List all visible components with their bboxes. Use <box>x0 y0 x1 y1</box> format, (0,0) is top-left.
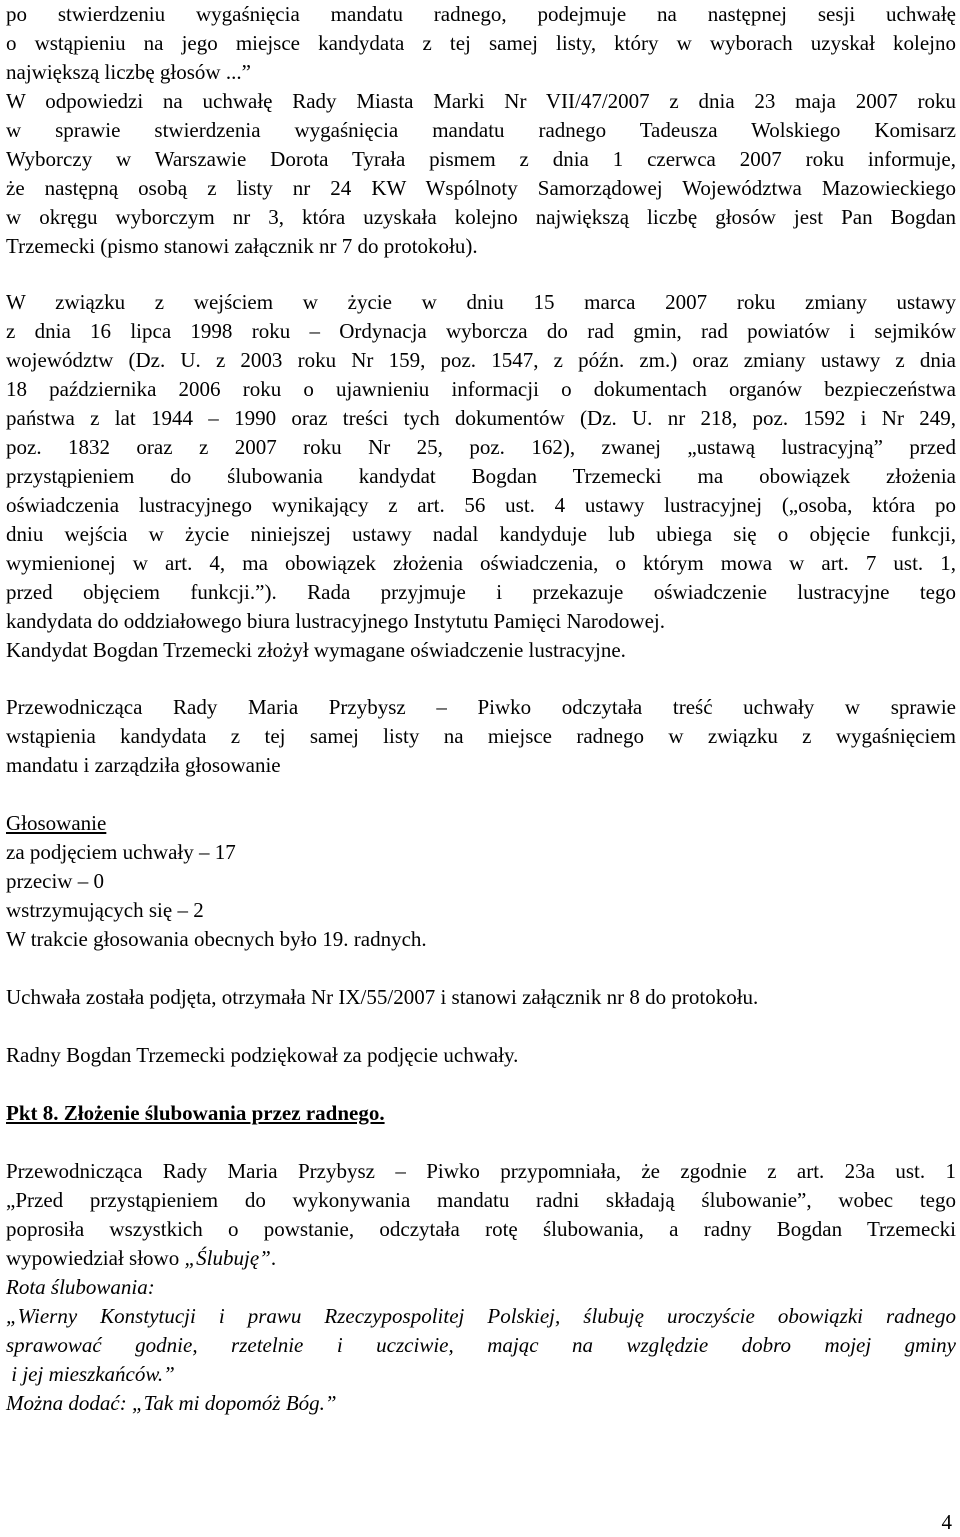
text-line: największą liczbę głosów ...” <box>6 60 251 84</box>
text-line: oświadczenia lustracyjnego wynikający z art. 56 ust. 4 ustawy lustracyjnej („osoba, która po <box>6 493 956 517</box>
text-line: 18 października 2006 roku o ujawnieniu informacji o dokumentach organów bezpieczeństwa <box>6 377 956 401</box>
text-fragment: . <box>270 1246 277 1270</box>
text-line: Przewodnicząca Rady Maria Przybysz – Piwko odczytała treść uchwały w sprawie <box>6 695 956 719</box>
oath-addition: Można dodać: „Tak mi dopomóż Bóg.” <box>6 1391 337 1415</box>
text-line: mandatu i zarządziła głosowanie <box>6 753 281 777</box>
section-heading <box>6 1099 956 1128</box>
oath-intro-paragraph <box>6 1157 956 1273</box>
text-line: o wstąpieniu na jego miejsce kandydata z tej samej listy, który w wyborach uzyskał kolejno <box>6 31 956 55</box>
text-line: wymienionej w art. 4, ma obowiązek złożenia oświadczenia, o którym mowa w art. 7 ust. 1, <box>6 551 956 575</box>
text-line: Przewodnicząca Rady Maria Przybysz – Piwko przypomniała, że zgodnie z art. 23a ust. 1 <box>6 1159 956 1183</box>
text-line: W związku z wejściem w życie w dniu 15 marca 2007 roku zmiany ustawy <box>6 290 956 314</box>
paragraph-chair-reading <box>6 693 956 780</box>
voting-section <box>6 809 956 954</box>
text-line: wstąpienia kandydata z tej samej listy na miejsce radnego w związku z wygaśnięciem <box>6 724 956 748</box>
vote-abstain: wstrzymujących się – 2 <box>6 898 204 922</box>
text-line: Kandydat Bogdan Trzemecki złożył wymagane oświadczenie lustracyjne. <box>6 638 626 662</box>
vote-against: przeciw – 0 <box>6 869 104 893</box>
text-line: „Przed przystąpieniem do wykonywania mandatu radni składają ślubowanie”, wobec tego <box>6 1188 956 1212</box>
text-line: dniu wejścia w życie niniejszej ustawy nadal kandyduje lub ubiega się o objęcie funkcji, <box>6 522 956 546</box>
oath-word: „Ślubuję” <box>184 1246 271 1270</box>
text-line: Radny Bogdan Trzemecki podziękował za podjęcie uchwały. <box>6 1043 519 1067</box>
voting-heading: Głosowanie <box>6 811 107 835</box>
oath-line: sprawować godnie, rzetelnie i uczciwie, mając na względzie dobro mojej gminy <box>6 1333 956 1357</box>
text-fragment: wypowiedział słowo <box>6 1246 185 1270</box>
resolution-paragraph <box>6 983 956 1012</box>
text-line: że następną osobą z listy nr 24 KW Wspólnoty Samorządowej Województwa Mazowieckiego <box>6 176 956 200</box>
paragraph-commissioner-letter <box>6 0 956 261</box>
paragraph-lustration-law <box>6 288 956 665</box>
oath-line: i jej mieszkańców.” <box>6 1362 175 1386</box>
text-line: Wyborczy w Warszawie Dorota Tyrała pismem z dnia 1 czerwca 2007 roku informuje, <box>6 147 956 171</box>
text-line: Uchwała została podjęta, otrzymała Nr IX/55/2007 i stanowi załącznik nr 8 do protokołu. <box>6 985 759 1009</box>
oath-heading: Rota ślubowania: <box>6 1275 155 1299</box>
text-line: państwa z lat 1944 – 1990 oraz treści tych dokumentów (Dz. U. nr 218, poz. 1592 i Nr 249, <box>6 406 956 430</box>
text-line: po stwierdzeniu wygaśnięcia mandatu radnego, podejmuje na następnej sesji uchwałę <box>6 2 956 26</box>
text-line: kandydata do oddziałowego biura lustracyjnego Instytutu Pamięci Narodowej. <box>6 609 665 633</box>
voters-present: W trakcie głosowania obecnych było 19. radnych. <box>6 927 427 951</box>
text-line: województw (Dz. U. z 2003 roku Nr 159, poz. 1547, z późn. zm.) oraz zmiany ustawy z dnia <box>6 348 956 372</box>
vote-for: za podjęciem uchwały – 17 <box>6 840 236 864</box>
text-line: przystąpieniem do ślubowania kandydat Bogdan Trzemecki ma obowiązek złożenia <box>6 464 956 488</box>
text-line <box>6 1244 956 1273</box>
text-line: z dnia 16 lipca 1998 roku – Ordynacja wyborcza do rad gmin, rad powiatów i sejmików <box>6 319 956 343</box>
oath-section <box>6 1273 956 1418</box>
thanks-paragraph <box>6 1041 956 1070</box>
document-page <box>6 0 956 1537</box>
section-title: Pkt 8. Złożenie ślubowania przez radnego. <box>6 1101 385 1125</box>
oath-line: „Wierny Konstytucji i prawu Rzeczypospolitej Polskiej, ślubuję uroczyście obowiązki radnego <box>6 1304 956 1328</box>
text-line: w sprawie stwierdzenia wygaśnięcia mandatu radnego Tadeusza Wolskiego Komisarz <box>6 118 956 142</box>
text-line: w okręgu wyborczym nr 3, która uzyskała kolejno największą liczbę głosów jest Pan Bogdan <box>6 205 956 229</box>
text-line: poz. 1832 oraz z 2007 roku Nr 25, poz. 162), zwanej „ustawą lustracyjną” przed <box>6 435 956 459</box>
page-number: 4 <box>941 1510 952 1534</box>
text-line: przed objęciem funkcji.”). Rada przyjmuje i przekazuje oświadczenie lustracyjne tego <box>6 580 956 604</box>
text-line: W odpowiedzi na uchwałę Rady Miasta Marki Nr VII/47/2007 z dnia 23 maja 2007 roku <box>6 89 956 113</box>
text-line: Trzemecki (pismo stanowi załącznik nr 7 do protokołu). <box>6 234 478 258</box>
text-line: poprosiła wszystkich o powstanie, odczytała rotę ślubowania, a radny Bogdan Trzemecki <box>6 1217 956 1241</box>
